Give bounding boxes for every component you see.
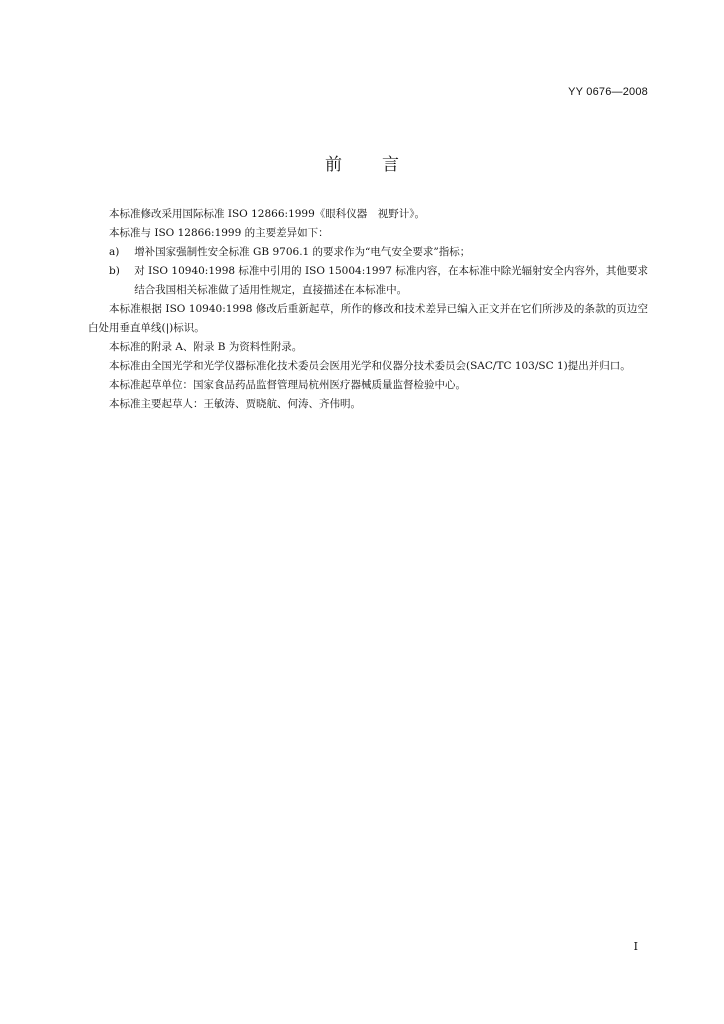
list-item-text: 对 ISO 10940:1998 标准中引用的 ISO 15004:1997 标准内容，在本标准中除光辐射安全内容外，其他要求结合我国相关标准做了适用性规定，直接描述在本标准中。 <box>134 265 648 296</box>
page-number: I <box>633 940 638 953</box>
foreword-body <box>88 205 648 414</box>
list-item-a <box>88 243 648 262</box>
list-item-text: 增补国家强制性安全标准 GB 9706.1 的要求作为“电气安全要求”指标； <box>134 246 471 258</box>
paragraph-proposer: 本标准由全国光学和光学仪器标准化技术委员会医用光学和仪器分技术委员会(SAC/TC 103/SC 1)提出并归口。 <box>109 360 631 372</box>
list-item-label: b) <box>109 265 120 277</box>
paragraph-differences-intro: 本标准与 ISO 12866:1999 的主要差异如下： <box>109 227 329 239</box>
page-title: 前言 <box>325 155 439 175</box>
list-item-b <box>88 262 648 300</box>
paragraph-drafting-unit: 本标准起草单位：国家食品药品监督管理局杭州医疗器械质量监督检验中心。 <box>109 379 466 391</box>
paragraph-redrafting: 本标准根据 ISO 10940:1998 修改后重新起草，所作的修改和技术差异已编入正文并在它们所涉及的条款的页边空白处用垂直单线(|)标识。 <box>88 303 648 334</box>
paragraph-adoption: 本标准修改采用国际标准 ISO 12866:1999《眼科仪器 视野计》。 <box>109 208 426 220</box>
paragraph-drafters: 本标准主要起草人：王敏涛、贾晓航、何涛、齐伟明。 <box>109 398 361 410</box>
paragraph-annexes: 本标准的附录 A、附录 B 为资料性附录。 <box>109 341 303 353</box>
standard-number: YY 0676—2008 <box>568 86 648 98</box>
list-item-label: a) <box>109 246 120 258</box>
